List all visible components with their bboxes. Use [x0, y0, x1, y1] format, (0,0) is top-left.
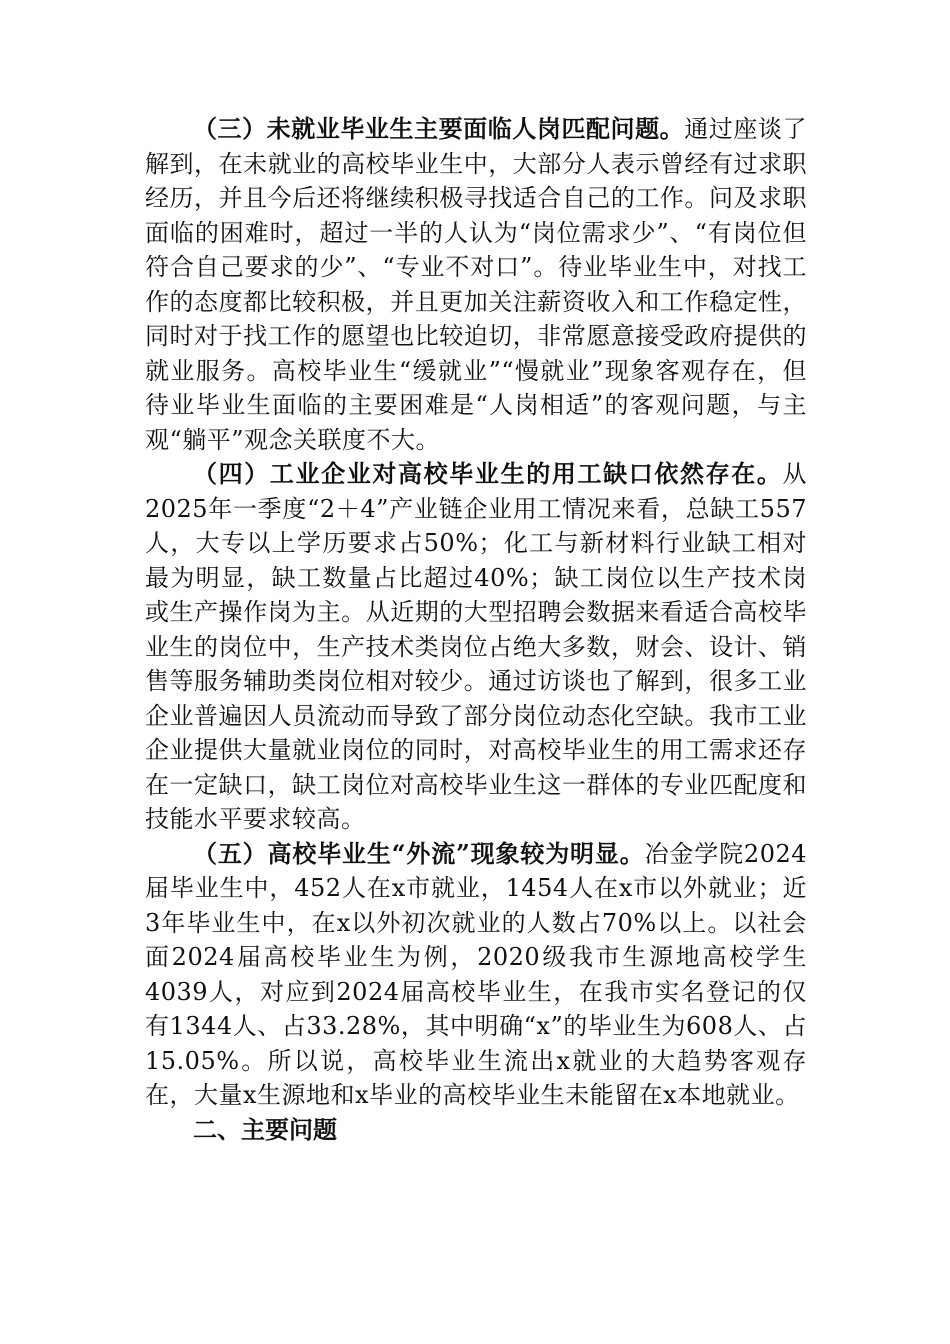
paragraph-4: [145, 457, 807, 837]
paragraph-5-body: 冶金学院2024届毕业生中，452人在x市就业，1454人在x市以外就业；近3年毕业生中，在x以外初次就业的人数占70%以上。以社会面2024届高校毕业生为例，2020级我市生源地高校学生4039人，对应到2024届高校毕业生，在我市实名登记的仅有1344人、占33.28%，其中明确“x”的毕业生为608人、占15.05%。所以说，高校毕业生流出x就业的大趋势客观存在，大量x生源地和x毕业的高校毕业生未能留在x本地就业。: [145, 839, 807, 1109]
paragraph-4-body: 从2025年一季度“2＋4”产业链企业用工情况来看，总缺工557人，大专以上学历要求占50%；化工与新材料行业缺工相对最为明显，缺工数量占比超过40%；缺工岗位以生产技术岗或生产操作岗为主。从近期的大型招聘会数据来看适合高校毕业生的岗位中，生产技术类岗位占绝大多数，财会、设计、销售等服务辅助类岗位相对较少。通过访谈也了解到，很多工业企业普遍因人员流动而导致了部分岗位动态化空缺。我市工业企业提供大量就业岗位的同时，对高校毕业生的用工需求还存在一定缺口，缺工岗位对高校毕业生这一群体的专业匹配度和技能水平要求较高。: [145, 460, 807, 833]
paragraph-3-lead: （三）未就业毕业生主要面临人岗匹配问题。: [193, 114, 685, 143]
section-heading: 二、主要问题: [193, 1115, 337, 1144]
paragraph-5: [145, 837, 807, 1113]
paragraph-3: [145, 112, 807, 457]
document-page: [145, 112, 807, 1147]
paragraph-5-lead: （五）高校毕业生“外流”现象较为明显。: [193, 838, 645, 868]
paragraph-4-lead: （四）工业企业对高校毕业生的用工缺口依然存在。: [193, 459, 783, 488]
paragraph-3-body: 通过座谈了解到，在未就业的高校毕业生中，大部分人表示曾经有过求职经历，并且今后还将继续积极寻找适合自己的工作。问及求职面临的困难时，超过一半的人认为“岗位需求少”、“有岗位但符合自己要求的少”、“专业不对口”。待业毕业生中，对找工作的态度都比较积极，并且更加关注薪资收入和工作稳定性，同时对于找工作的愿望也比较迫切，非常愿意接受政府提供的就业服务。高校毕业生“缓就业”“慢就业”现象客观存在，但待业毕业生面临的主要困难是“人岗相适”的客观问题，与主观“躺平”观念关联度不大。: [145, 115, 807, 454]
